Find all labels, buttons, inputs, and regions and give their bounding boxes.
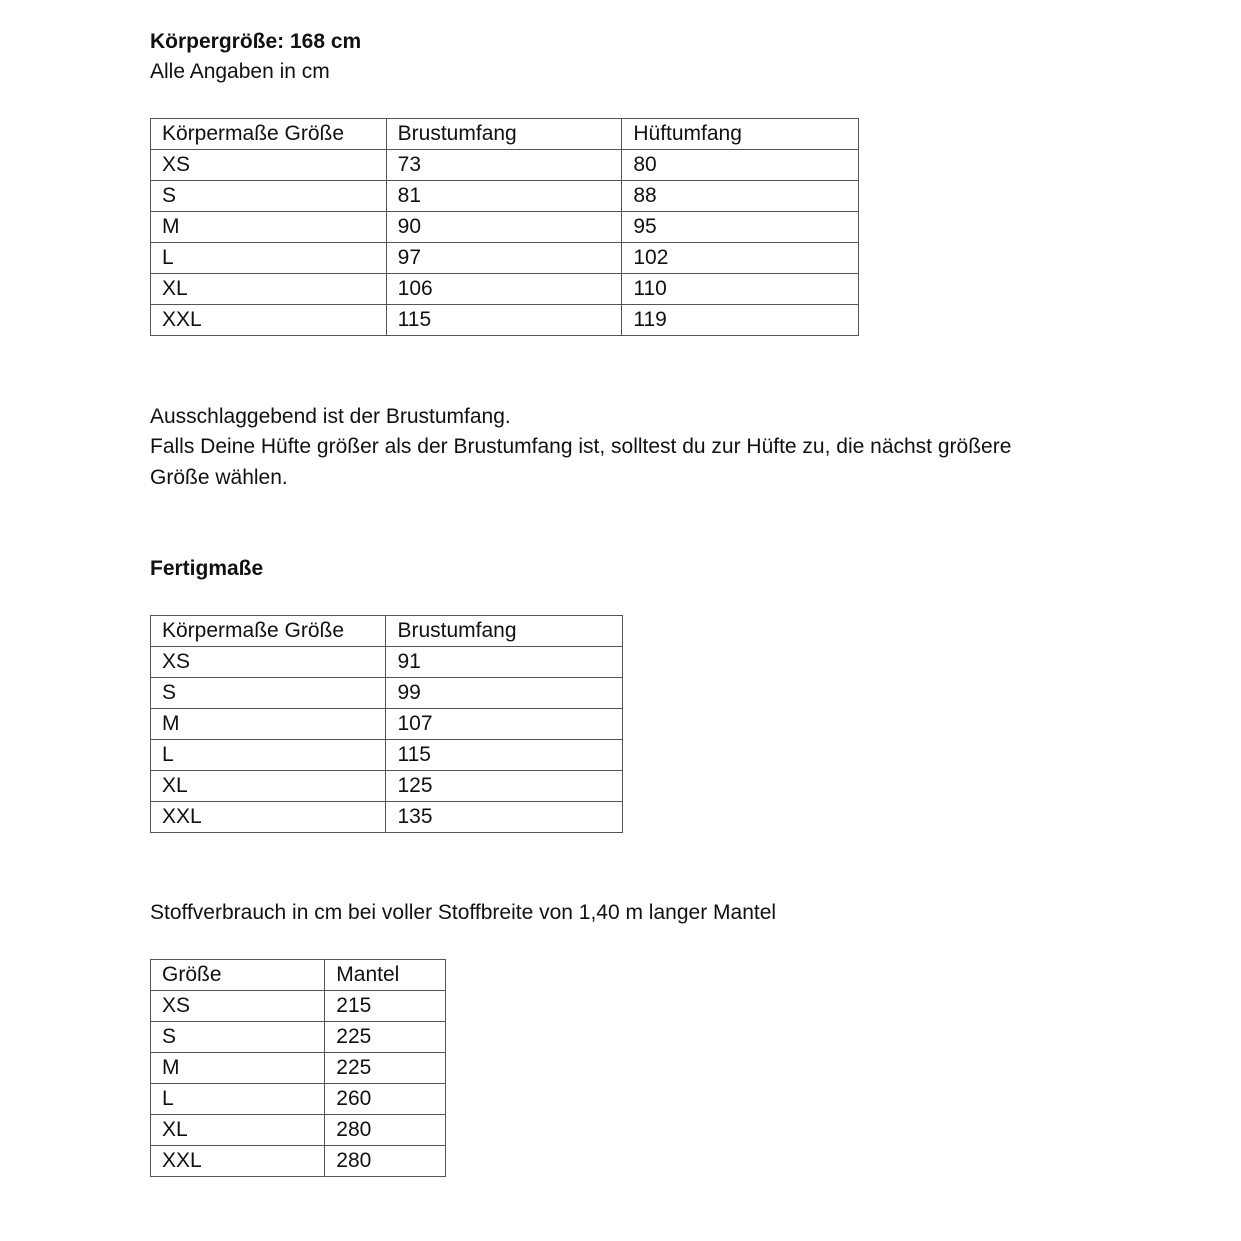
chest-cell: 107 (386, 709, 623, 740)
table-row (151, 1084, 446, 1115)
body-measurements-table (150, 118, 859, 336)
size-cell: XXL (151, 305, 387, 336)
table-row (151, 709, 623, 740)
size-cell: XL (151, 771, 386, 802)
table-header-row (151, 616, 623, 647)
hip-cell: 110 (622, 274, 859, 305)
hip-cell: 102 (622, 243, 859, 274)
size-cell: XS (151, 991, 325, 1022)
header-cell: Hüftumfang (622, 119, 859, 150)
fabric-cell: 225 (325, 1022, 446, 1053)
header-cell: Größe (151, 960, 325, 991)
table-row (151, 740, 623, 771)
size-cell: XXL (151, 802, 386, 833)
size-cell: XXL (151, 1146, 325, 1177)
size-cell: XL (151, 274, 387, 305)
body-height-heading: Körpergröße: 168 cm (150, 30, 362, 53)
table-row (151, 150, 859, 181)
hip-cell: 95 (622, 212, 859, 243)
fabric-cell: 225 (325, 1053, 446, 1084)
chest-cell: 135 (386, 802, 623, 833)
table-row (151, 181, 859, 212)
finished-measurements-table (150, 615, 623, 833)
chest-cell: 125 (386, 771, 623, 802)
size-cell: M (151, 1053, 325, 1084)
finished-measurements-heading: Fertigmaße (150, 557, 264, 580)
chest-cell: 99 (386, 678, 623, 709)
chest-cell: 73 (386, 150, 622, 181)
size-cell: L (151, 1084, 325, 1115)
header-cell: Mantel (325, 960, 446, 991)
note-line-1: Ausschlaggebend ist der Brustumfang. (150, 405, 511, 428)
table-row (151, 678, 623, 709)
fabric-cell: 280 (325, 1146, 446, 1177)
table-row (151, 1053, 446, 1084)
size-cell: S (151, 678, 386, 709)
chest-cell: 81 (386, 181, 622, 212)
table-row (151, 647, 623, 678)
fabric-usage-table (150, 959, 446, 1177)
table-row (151, 771, 623, 802)
table-row (151, 243, 859, 274)
size-cell: XS (151, 150, 387, 181)
table-row (151, 212, 859, 243)
note-line-2: Falls Deine Hüfte größer als der Brustumfang ist, solltest du zur Hüfte zu, die nächst größere (150, 435, 1012, 458)
table-row (151, 802, 623, 833)
size-cell: L (151, 243, 387, 274)
chest-cell: 115 (386, 740, 623, 771)
table-row (151, 305, 859, 336)
size-cell: S (151, 1022, 325, 1053)
table-header-row (151, 119, 859, 150)
fabric-usage-heading: Stoffverbrauch in cm bei voller Stoffbreite von 1,40 m langer Mantel (150, 901, 777, 924)
size-cell: XS (151, 647, 386, 678)
header-cell: Brustumfang (386, 616, 623, 647)
units-note: Alle Angaben in cm (150, 60, 330, 83)
hip-cell: 88 (622, 181, 859, 212)
table-row (151, 1146, 446, 1177)
size-cell: M (151, 709, 386, 740)
hip-cell: 119 (622, 305, 859, 336)
fabric-cell: 260 (325, 1084, 446, 1115)
chest-cell: 106 (386, 274, 622, 305)
chest-cell: 90 (386, 212, 622, 243)
note-line-3: Größe wählen. (150, 466, 288, 489)
document-page (150, 0, 1150, 1241)
size-cell: S (151, 181, 387, 212)
table-row (151, 1022, 446, 1053)
table-header-row (151, 960, 446, 991)
chest-cell: 97 (386, 243, 622, 274)
table-row (151, 991, 446, 1022)
header-cell: Brustumfang (386, 119, 622, 150)
size-cell: XL (151, 1115, 325, 1146)
header-cell: Körpermaße Größe (151, 119, 387, 150)
chest-cell: 91 (386, 647, 623, 678)
fabric-cell: 280 (325, 1115, 446, 1146)
size-cell: L (151, 740, 386, 771)
fabric-cell: 215 (325, 991, 446, 1022)
table-row (151, 274, 859, 305)
size-cell: M (151, 212, 387, 243)
chest-cell: 115 (386, 305, 622, 336)
header-cell: Körpermaße Größe (151, 616, 386, 647)
hip-cell: 80 (622, 150, 859, 181)
table-row (151, 1115, 446, 1146)
